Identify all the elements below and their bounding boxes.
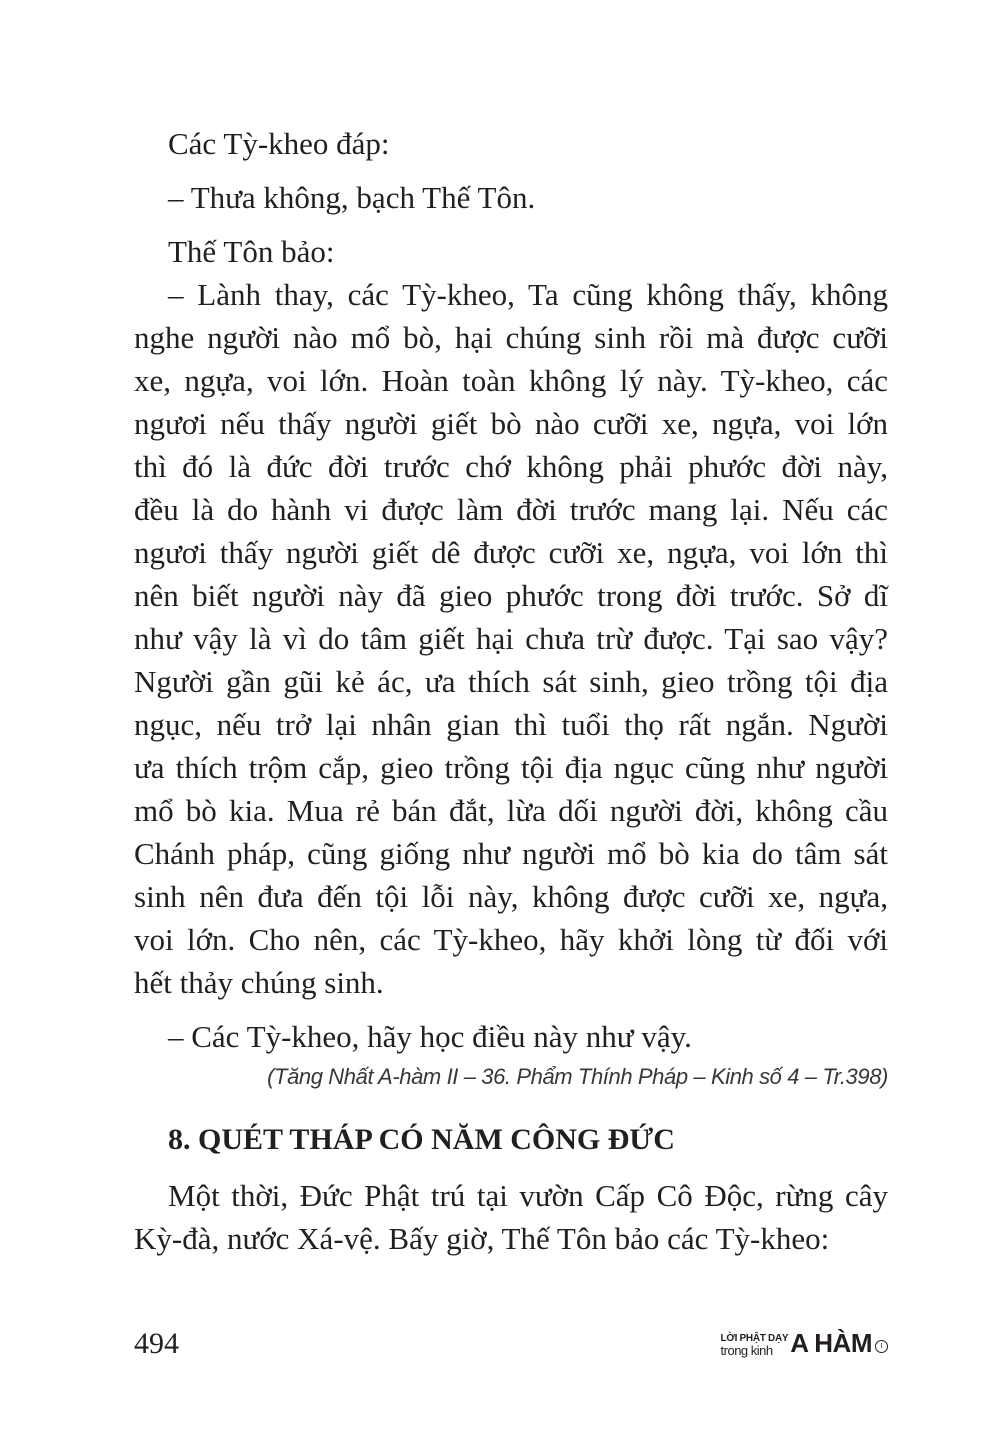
paragraph-line: sinh nên đưa đến tội lỗi này, không được cưỡi xe, ngựa,: [134, 879, 888, 914]
paragraph-line: nên biết người này đã gieo phước trong đời trước. Sở dĩ: [134, 578, 888, 613]
intro-line: – Thưa không, bạch Thế Tôn.: [168, 180, 536, 215]
section-heading: 8. QUÉT THÁP CÓ NĂM CÔNG ĐỨC: [168, 1123, 675, 1156]
paragraph-line: – Lành thay, các Tỳ-kheo, Ta cũng không thấy, không: [168, 277, 888, 312]
paragraph-line: như vậy là vì do tâm giết hại chưa trừ được. Tại sao vậy?: [134, 621, 888, 656]
intro-line: Thế Tôn bảo:: [168, 234, 335, 269]
paragraph-line: Người gần gũi kẻ ác, ưa thích sát sinh, gieo trồng tội địa: [134, 664, 888, 699]
book-brand-logo: [721, 1330, 888, 1356]
paragraph-line: ưa thích trộm cắp, gieo trồng tội địa ngục cũng như người: [134, 750, 888, 785]
paragraph-line: voi lớn. Cho nên, các Tỳ-kheo, hãy khởi lòng từ đối với: [134, 922, 888, 957]
main-paragraph: [134, 273, 888, 1004]
paragraph-line: ngươi nếu thấy người giết bò nào cưỡi xe, ngựa, voi lớn: [134, 406, 888, 441]
section-paragraph: [134, 1174, 888, 1260]
paragraph-line: xe, ngựa, voi lớn. Hoàn toàn không lý này. Tỳ-kheo, các: [134, 363, 888, 398]
brand-bottom-text: trong kinh: [720, 1343, 773, 1358]
paragraph-line: ngươi thấy người giết dê được cưỡi xe, ngựa, voi lớn thì: [134, 535, 888, 570]
intro-line: Các Tỳ-kheo đáp:: [168, 126, 390, 161]
brand-top-text: LỜI PHẬT DẠY: [720, 1333, 789, 1344]
paragraph-line: Chánh pháp, cũng giống như người mổ bò kia do tâm sát: [134, 836, 888, 871]
paragraph-line: đều là do hành vi được làm đời trước mang lại. Nếu các: [134, 492, 888, 527]
paragraph-line: mổ bò kia. Mua rẻ bán đắt, lừa dối người đời, không cầu: [134, 793, 888, 828]
page-body: [134, 122, 888, 1260]
page-number: 494: [134, 1327, 179, 1360]
source-citation: (Tăng Nhất A-hàm II – 36. Phẩm Thính Pháp – Kinh số 4 – Tr.398): [267, 1064, 888, 1089]
brand-subtitle: [721, 1333, 789, 1356]
paragraph-line: hết thảy chúng sinh.: [134, 965, 384, 1000]
paragraph-line: ngục, nếu trở lại nhân gian thì tuổi thọ rất ngắn. Người: [134, 707, 888, 742]
paragraph-line: thì đó là đức đời trước chớ không phải phước đời này,: [134, 449, 888, 484]
brand-title: A HÀM: [790, 1328, 872, 1358]
volume-badge: I: [875, 1340, 888, 1353]
paragraph-line: Một thời, Đức Phật trú tại vườn Cấp Cô Độc, rừng cây: [168, 1178, 888, 1213]
paragraph-line: Kỳ-đà, nước Xá-vệ. Bấy giờ, Thế Tôn bảo các Tỳ-kheo:: [134, 1221, 830, 1256]
paragraph-line: nghe người nào mổ bò, hại chúng sinh rồi mà được cưỡi: [134, 320, 888, 355]
closing-line: – Các Tỳ-kheo, hãy học điều này như vậy.: [168, 1019, 692, 1054]
